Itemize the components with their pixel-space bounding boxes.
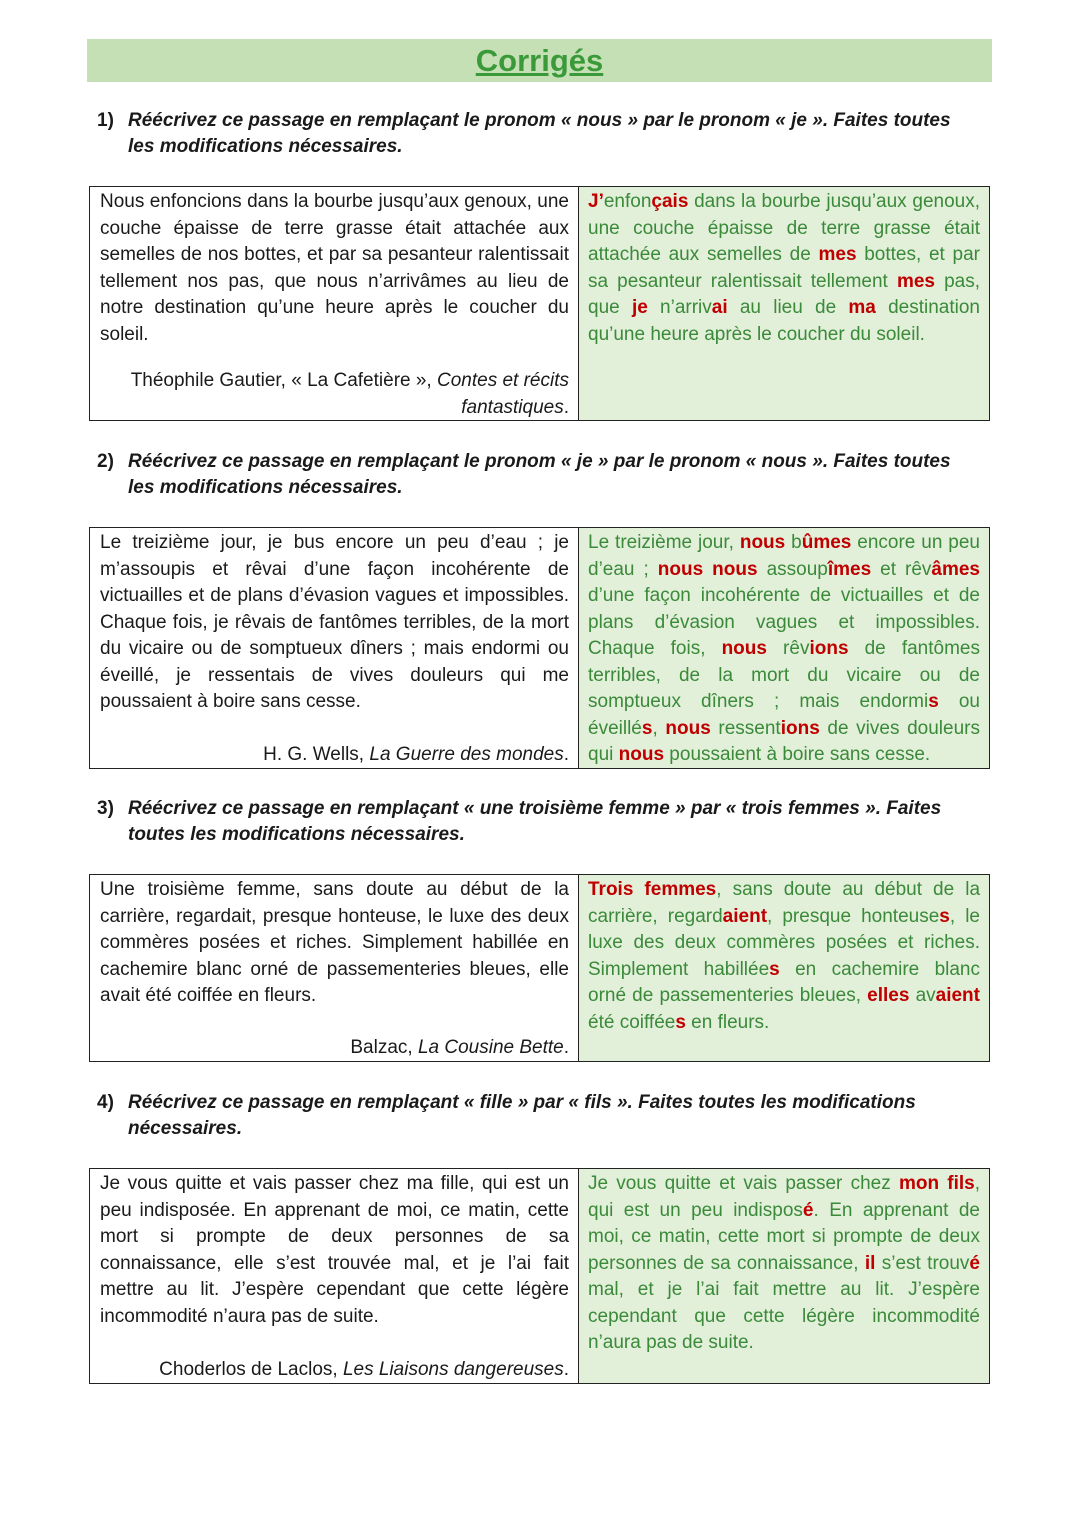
highlighted-change: âmes xyxy=(931,558,981,580)
answer-text-segment: bottes, et par sa pesanteur ralentissait tellement xyxy=(588,244,980,292)
answer-text-segment: en cachemire blanc orné de passementeries bleues, xyxy=(588,958,980,1006)
answer-text-segment: mal, et je l’ai fait mettre au lit. J’espère cependant que cette légère incommodité n’aura pas de suite. xyxy=(588,1279,980,1353)
highlighted-change: nous xyxy=(739,532,786,553)
answer-text-segment: , xyxy=(652,717,666,739)
answer-text-segment: pas, que xyxy=(588,270,980,318)
corrected-text-cell xyxy=(579,875,989,1061)
highlighted-change: J’ xyxy=(588,191,604,212)
answer-text-segment: rêv xyxy=(766,638,810,659)
answer-text-segment: et rêv xyxy=(871,558,932,580)
answer-text-segment: de fantômes terribles, de la mort du vicaire ou de somptueux dîners ; mais endormi xyxy=(588,638,980,712)
highlighted-change: é xyxy=(802,1199,814,1221)
highlighted-change: il xyxy=(864,1252,876,1274)
highlighted-change: nous xyxy=(618,744,665,765)
original-text: Le treizième jour, je bus encore un peu d’eau ; je m’assoupis et rêvai d’une façon incohérente de victuailles et de plans d’évasion vagues et impossibles. Chaque fois, je rêvais de fantômes terribles, de la mort du vicaire ou de somptueux dîners ; mais endormi ou éveillé, je ressentais de vives douleurs qui me poussaient à boire sans cesse. xyxy=(100,532,569,712)
highlighted-change: aient xyxy=(722,905,768,927)
corrected-text-cell xyxy=(579,528,989,768)
exercise-1-table xyxy=(89,186,990,421)
answer-text-segment: Je vous quitte et vais passer chez xyxy=(588,1173,899,1194)
original-text: Nous enfoncions dans la bourbe jusqu’aux genoux, une couche épaisse de terre grasse était attachée aux semelles de nos bottes, et par sa pesanteur ralentissait tellement nos pas, que nous n’arrivâmes au lieu de notre destination qu’une heure après le coucher du soleil. xyxy=(100,191,569,345)
exercise-2-table xyxy=(89,527,990,769)
answer-text-segment: enfon xyxy=(603,191,652,212)
answer-text-segment: , le luxe des deux commères posées et riches. Simplement habillée xyxy=(588,905,980,980)
answer-text-segment: ou éveillé xyxy=(588,691,980,739)
highlighted-change: çais xyxy=(651,191,689,212)
exercise-number: 3) xyxy=(97,798,114,819)
answer-text-segment: ressent xyxy=(710,717,781,739)
answer-text-segment: de vives douleurs qui xyxy=(588,717,980,765)
answer-text-segment: b xyxy=(785,532,802,553)
highlighted-change: s xyxy=(769,958,780,980)
exercise-number: 2) xyxy=(97,451,114,472)
highlighted-change: s xyxy=(928,691,939,712)
exercise-3-table xyxy=(89,874,990,1062)
corrected-text xyxy=(588,530,980,769)
answer-text-segment: en fleurs. xyxy=(685,1011,770,1033)
exercise-number: 4) xyxy=(97,1092,114,1113)
title-band xyxy=(87,39,992,82)
answer-text-segment: poussaient à boire sans cesse. xyxy=(664,744,931,765)
highlighted-change: ûmes xyxy=(801,532,852,553)
exercise-3-question xyxy=(97,796,977,848)
highlighted-change: s xyxy=(641,717,653,739)
answer-text-segment: n’arriv xyxy=(647,297,712,318)
corrected-text xyxy=(588,1171,980,1357)
source-citation: Balzac, La Cousine Bette. xyxy=(350,1036,569,1058)
highlighted-change: nous xyxy=(721,638,767,659)
exercise-instruction: Réécrivez ce passage en remplaçant « fille » par « fils ». Faites toutes les modifications nécessaires. xyxy=(128,1092,916,1139)
original-text-cell xyxy=(90,528,579,768)
original-text: Une troisième femme, sans doute au début de la carrière, regardait, presque honteuse, le luxe des deux commères posées et riches. Simplement habillée en cachemire blanc orné de passementeries bleues, elle avait été coiffée en fleurs. xyxy=(100,879,569,1006)
exercise-instruction: Réécrivez ce passage en remplaçant le pronom « nous » par le pronom « je ». Faites toutes les modifications nécessaires. xyxy=(128,110,951,157)
highlighted-change: mes xyxy=(818,244,857,265)
corrected-text-cell xyxy=(579,187,989,420)
exercise-4-table xyxy=(89,1168,990,1384)
highlighted-change: ions xyxy=(809,638,849,659)
exercise-1-question xyxy=(97,108,977,160)
exercise-number: 1) xyxy=(97,110,114,131)
answer-text-segment: dans la bourbe jusqu’aux genoux, une couche épaisse de terre grasse était attachée aux semelles de xyxy=(588,191,980,265)
original-text-cell xyxy=(90,875,579,1061)
exercise-2-question xyxy=(97,449,977,501)
answer-text-segment: d’une façon incohérente de victuailles et de plans d’évasion vagues et impossibles. Chaque fois, xyxy=(588,585,980,659)
exercise-instruction: Réécrivez ce passage en remplaçant le pronom « je » par le pronom « nous ». Faites toutes les modifications nécessaires. xyxy=(128,451,951,498)
answer-text-segment: s’est trouv xyxy=(875,1252,970,1274)
corrected-text-cell xyxy=(579,1169,989,1383)
corrected-text xyxy=(588,189,980,348)
answer-text-segment: au lieu de xyxy=(727,297,849,318)
highlighted-change: é xyxy=(969,1252,980,1274)
answer-text-segment: , qui est un peu indispos xyxy=(588,1173,980,1221)
answer-text-segment: été coiffée xyxy=(588,1011,676,1033)
highlighted-change: ma xyxy=(848,297,876,318)
corrected-text xyxy=(588,877,980,1036)
highlighted-change: Trois femmes xyxy=(588,879,717,900)
answer-text-segment: Le treizième jour, xyxy=(588,532,740,553)
highlighted-change: s xyxy=(939,905,950,927)
answer-text-segment: assoup xyxy=(757,558,828,580)
answer-text-segment: , presque honteuse xyxy=(767,905,940,927)
highlighted-change: îmes xyxy=(827,558,872,580)
answer-text-segment: . En apprenant de moi, ce matin, cette mort si prompte de deux personnes de sa connaissance, xyxy=(588,1199,980,1274)
answer-text-segment: , sans doute au début de la carrière, regard xyxy=(588,879,981,927)
highlighted-change: mes xyxy=(896,270,935,292)
original-text-cell xyxy=(90,1169,579,1383)
highlighted-change: mon fils xyxy=(898,1173,975,1194)
highlighted-change: aient xyxy=(935,985,980,1006)
original-text: Je vous quitte et vais passer chez ma fille, qui est un peu indisposée. En apprenant de moi, ce matin, cette mort si prompte de deux personnes de sa connaissance, elle s’est trouvée mal, et je l’ai fait mettre au lit. J’espère cependant que cette légère incommodité n’aura pas de suite. xyxy=(100,1173,569,1327)
highlighted-change: elles xyxy=(867,985,910,1006)
highlighted-change: nous xyxy=(665,717,711,739)
highlighted-change: ai xyxy=(711,297,728,318)
highlighted-change: nous nous xyxy=(657,558,758,580)
highlighted-change: je xyxy=(631,297,648,318)
answer-text-segment: destination qu’une heure après le coucher du soleil. xyxy=(588,297,980,345)
highlighted-change: ions xyxy=(780,717,820,739)
source-citation: Théophile Gautier, « La Cafetière », Contes et récits fantastiques. xyxy=(130,370,569,418)
source-citation: H. G. Wells, La Guerre des mondes. xyxy=(263,743,569,765)
original-text-cell xyxy=(90,187,579,420)
page-title: Corrigés xyxy=(475,43,604,78)
answer-text-segment: encore un peu d’eau ; xyxy=(588,532,980,580)
exercise-instruction: Réécrivez ce passage en remplaçant « une troisième femme » par « trois femmes ». Faites toutes les modifications nécessaires. xyxy=(128,798,942,845)
highlighted-change: s xyxy=(675,1011,686,1033)
answer-text-segment: av xyxy=(909,985,936,1006)
exercise-4-question xyxy=(97,1090,977,1142)
source-citation: Choderlos de Laclos, Les Liaisons dangereuses. xyxy=(159,1358,569,1380)
